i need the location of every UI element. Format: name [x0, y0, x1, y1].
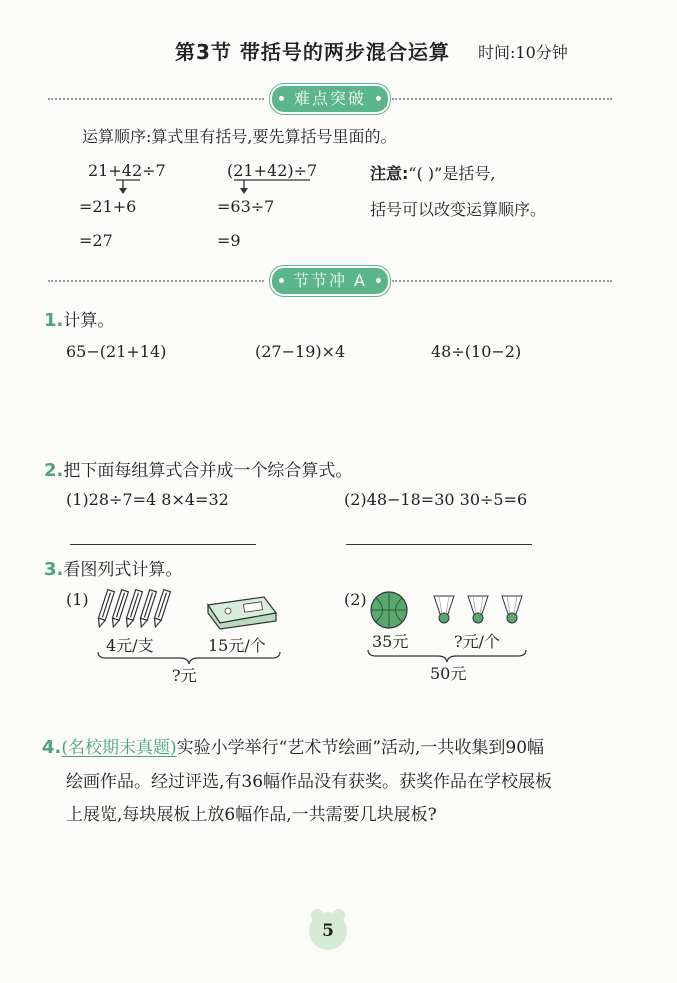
q3-part2-total: 50元 [430, 664, 467, 683]
note-label: 注意: [370, 164, 409, 183]
calc-item-2: (27−19)×4 [255, 342, 346, 361]
q2-part-2: (2)48−18=30 30÷5=6 [344, 490, 528, 509]
question-number: 2. [44, 460, 64, 481]
answer-line-1[interactable] [70, 544, 256, 545]
pencil-case-icon [204, 595, 280, 631]
calc-item-3: 48÷(10−2) [431, 342, 522, 361]
source-tag: (名校期末真题) [61, 738, 177, 758]
q3-part1-total: ?元 [172, 666, 197, 685]
example1-expression: 21+42÷7 [88, 161, 166, 180]
section-label-practice: 节节冲 A [270, 266, 390, 296]
q2-part-1: (1)28÷7=4 8×4=32 [66, 490, 229, 509]
pencils-icon [98, 588, 178, 630]
page-title: 第3节 带括号的两步混合运算 [175, 40, 450, 64]
q3-part1-label: (1) [66, 590, 89, 609]
shuttlecocks-icon [432, 590, 536, 626]
q3-part2-label: (2) [344, 590, 367, 609]
example1-result: =27 [79, 231, 113, 250]
question-text-2: 绘画作品。经过评选,有36幅作品没有获奖。获奖作品在学校展板 [66, 772, 553, 792]
divider-right-2 [392, 280, 612, 282]
page-number: 5 [309, 912, 347, 950]
example2-step: =63÷7 [217, 197, 275, 216]
question-4-line-1 [42, 733, 544, 758]
example2-expression: (21+42)÷7 [227, 161, 318, 180]
example1-step: =21+6 [79, 197, 137, 216]
calc-item-1: 65−(21+14) [66, 342, 167, 361]
section-label-difficulty: 难点突破 [270, 84, 390, 114]
order-rule: 运算顺序:算式里有括号,要先算括号里面的。 [82, 127, 397, 146]
pencil-price: 4元/支 [106, 636, 154, 655]
example2-result: =9 [217, 231, 241, 250]
note-text-1: “( )”是括号, [408, 164, 496, 183]
question-number: 3. [44, 559, 64, 580]
answer-line-2[interactable] [346, 544, 532, 545]
time-limit: 时间:10分钟 [478, 43, 568, 62]
question-text: 计算。 [63, 311, 115, 331]
question-text-1: 实验小学举行“艺术节绘画”活动,一共收集到90幅 [176, 738, 545, 758]
question-2-header [44, 456, 352, 481]
basketball-icon [369, 590, 409, 630]
basketball-price: 35元 [372, 632, 409, 651]
question-number: 1. [44, 310, 64, 331]
question-text: 看图列式计算。 [63, 560, 183, 580]
question-1-header [44, 306, 114, 331]
note-line-1 [370, 161, 495, 184]
question-3-header [44, 555, 182, 580]
question-text: 把下面每组算式合并成一个综合算式。 [63, 461, 353, 481]
case-price: 15元/个 [208, 636, 266, 655]
question-number: 4. [42, 737, 62, 758]
divider-left-2 [48, 280, 264, 282]
question-text-3: 上展览,每块展板上放6幅作品,一共需要几块展板? [66, 805, 437, 825]
note-text-2: 括号可以改变运算顺序。 [370, 200, 547, 219]
shuttlecock-price: ?元/个 [454, 632, 500, 651]
